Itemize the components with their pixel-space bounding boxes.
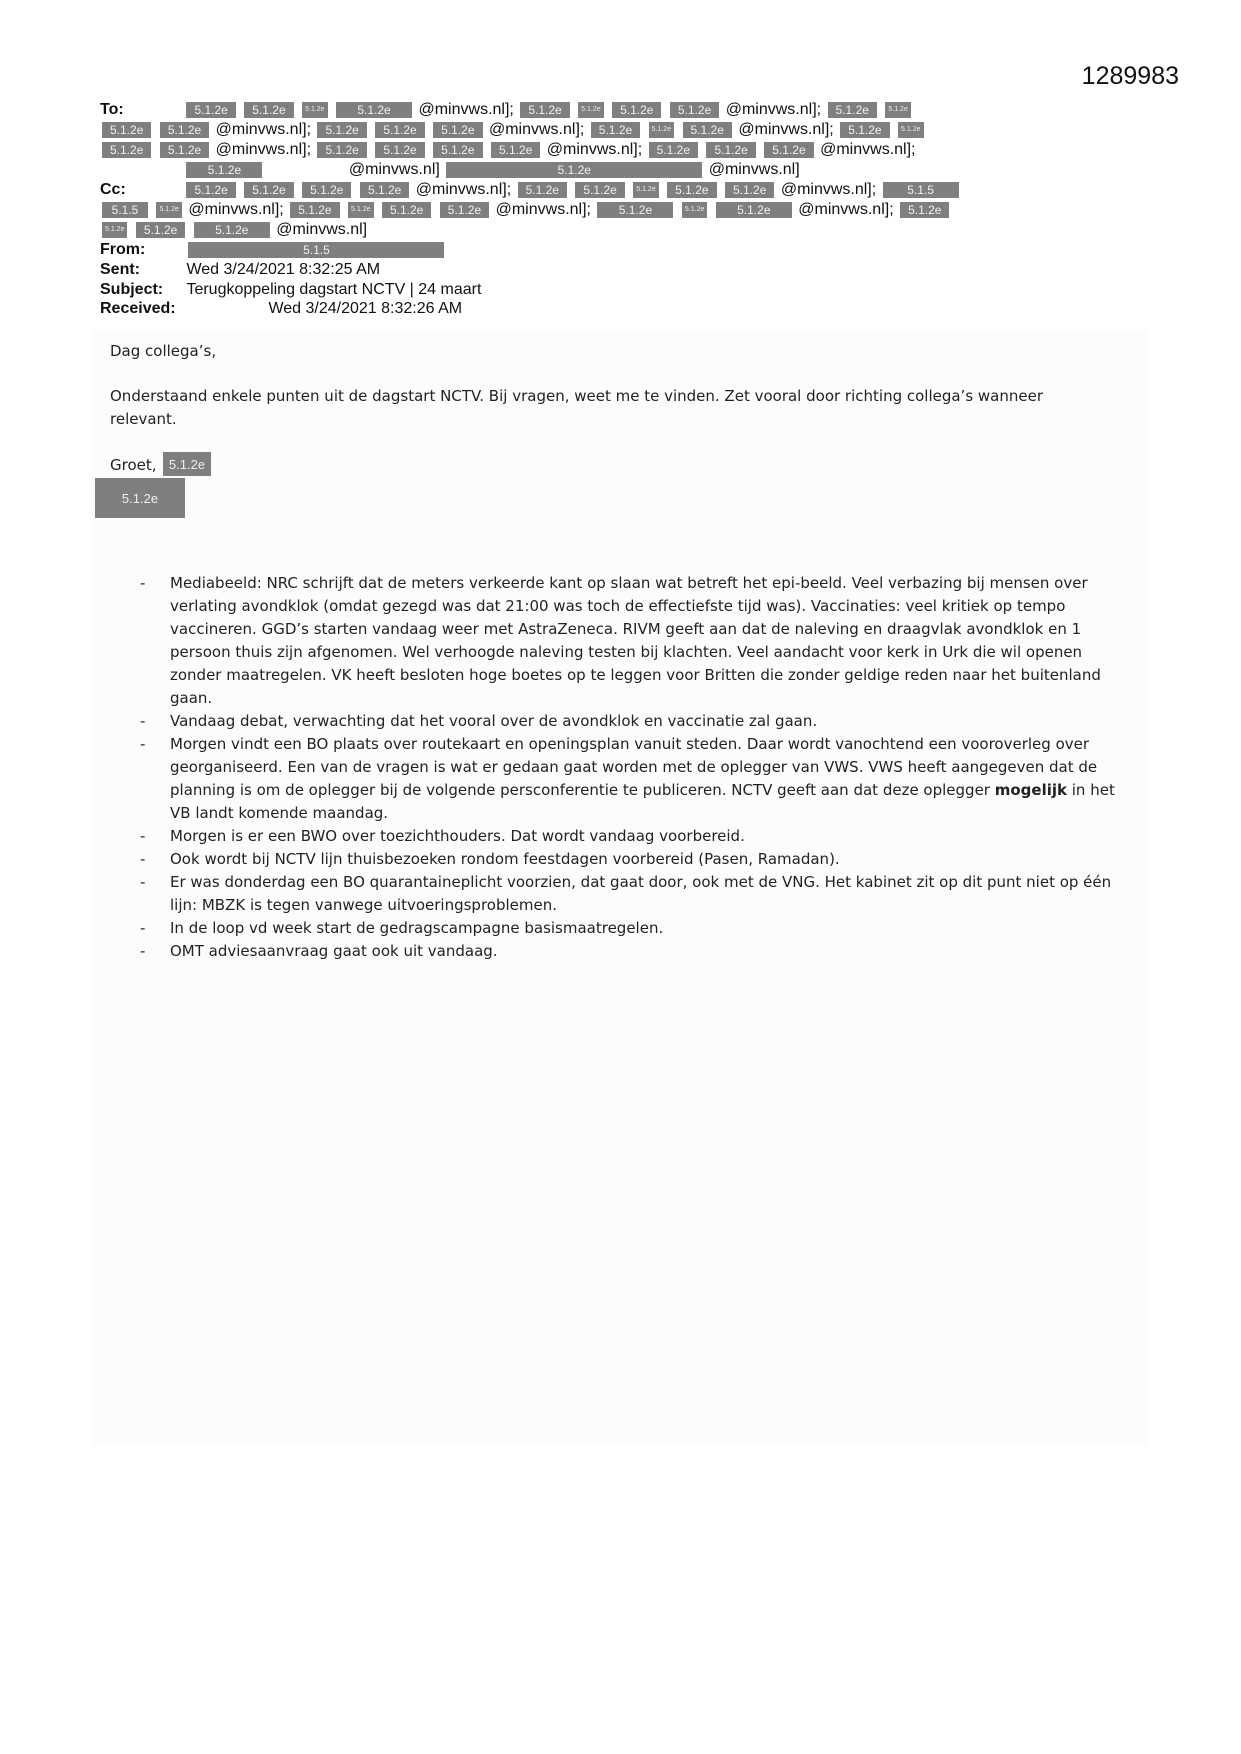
redaction: 5.1.2e xyxy=(440,202,489,218)
redaction: 5.1.2e xyxy=(102,142,151,158)
redaction: 5.1.2e xyxy=(828,102,877,118)
cc-line xyxy=(100,180,1140,200)
redaction: 5.1.2e xyxy=(375,142,424,158)
to-line xyxy=(100,100,1140,120)
redaction: 5.1.2e xyxy=(900,202,949,218)
redaction: 5.1.2e xyxy=(382,202,431,218)
sent-label: Sent: xyxy=(100,261,140,278)
signature-name-redaction: 5.1.2e xyxy=(95,478,185,518)
redaction: 5.1.2e xyxy=(683,122,732,138)
closing: Groet, xyxy=(110,456,157,474)
redaction: 5.1.2e xyxy=(194,222,270,238)
redaction: 5.1.2e xyxy=(290,202,339,218)
email-domain: @minvws.nl] xyxy=(708,161,800,178)
redaction: 5.1.2e xyxy=(716,202,792,218)
redaction: 5.1.2e xyxy=(885,102,910,118)
sent-row xyxy=(100,260,700,280)
email-domain: @minvws.nl]; xyxy=(725,101,822,118)
cc-line-3 xyxy=(100,220,1140,240)
received-label: Received: xyxy=(100,300,176,317)
list-item: - Ook wordt bij NCTV lijn thuisbezoeken rondom feestdagen voorbereid (Pasen, Ramadan). xyxy=(140,850,840,868)
email-domain: @minvws.nl]; xyxy=(488,121,585,138)
received-value: Wed 3/24/2021 8:32:26 AM xyxy=(268,300,463,317)
email-domain: @minvws.nl]; xyxy=(820,141,916,158)
redaction: 5.1.2e xyxy=(578,102,603,118)
redaction: 5.1.2e xyxy=(348,202,373,218)
from-redaction: 5.1.5 xyxy=(188,242,444,258)
to-line-2 xyxy=(100,120,1140,140)
redaction: 5.1.2e xyxy=(633,182,658,198)
redaction: 5.1.2e xyxy=(186,182,235,198)
redaction: 5.1.2e xyxy=(649,142,698,158)
email-domain: @minvws.nl]; xyxy=(798,201,894,218)
from-label: From: xyxy=(100,241,146,258)
redaction: 5.1.2e xyxy=(433,142,482,158)
sent-value: Wed 3/24/2021 8:32:25 AM xyxy=(186,261,381,278)
redaction: 5.1.2e xyxy=(667,182,716,198)
redaction: 5.1.2e xyxy=(682,202,707,218)
email-domain: @minvws.nl]; xyxy=(780,181,877,198)
redaction: 5.1.5 xyxy=(102,202,148,218)
email-domain: @minvws.nl]; xyxy=(546,141,643,158)
list-item: - Er was donderdag een BO quarantaineplicht voorzien, dat gaat door, ook met de VNG. Het kabinet zit op dit punt niet op één lijn: MBZK is tegen vanwege uitvoeringsproblemen. xyxy=(140,873,1112,914)
redaction: 5.1.2e xyxy=(520,102,569,118)
redaction: 5.1.2e xyxy=(518,182,567,198)
email-header xyxy=(100,100,1140,240)
subject-label: Subject: xyxy=(100,281,164,298)
redaction: 5.1.2e xyxy=(160,122,209,138)
list-item: - In de loop vd week start de gedragscampagne basismaatregelen. xyxy=(140,919,664,937)
to-line-3 xyxy=(100,140,1140,160)
redaction: 5.1.2e xyxy=(597,202,673,218)
document-number: 1289983 xyxy=(1081,62,1179,90)
redaction: 5.1.2e xyxy=(156,202,181,218)
email-domain: @minvws.nl]; xyxy=(495,201,591,218)
email-domain: @minvws.nl]; xyxy=(215,121,312,138)
email-domain: @minvws.nl]; xyxy=(415,181,512,198)
cc-line-2 xyxy=(100,200,1140,220)
redaction: 5.1.2e xyxy=(302,182,351,198)
to-label: To: xyxy=(100,101,124,118)
redaction: 5.1.2e xyxy=(102,222,127,238)
redaction: 5.1.2e xyxy=(186,162,262,178)
salutation: Dag collega’s, xyxy=(110,342,217,360)
redaction: 5.1.2e xyxy=(317,142,366,158)
intro-paragraph: Onderstaand enkele punten uit de dagstart NCTV. Bij vragen, weet me te vinden. Zet vooral door richting collega’s wanneer relevant. xyxy=(110,387,1044,428)
signature-redaction: 5.1.2e xyxy=(163,452,211,476)
received-row xyxy=(100,299,700,319)
email-domain: @minvws.nl] xyxy=(276,221,368,238)
redaction: 5.1.2e xyxy=(136,222,185,238)
redaction: 5.1.5 xyxy=(883,182,959,198)
redaction: 5.1.2e xyxy=(764,142,813,158)
email-domain: @minvws.nl]; xyxy=(215,141,312,158)
subject-row xyxy=(100,280,700,300)
email-domain: @minvws.nl] xyxy=(348,161,440,178)
redaction: 5.1.2e xyxy=(670,102,719,118)
list-item: - OMT adviesaanvraag gaat ook uit vandaag. xyxy=(140,942,498,960)
redaction: 5.1.2e xyxy=(898,122,923,138)
redaction: 5.1.2e xyxy=(840,122,889,138)
redaction: 5.1.2e xyxy=(725,182,774,198)
redaction: 5.1.2e xyxy=(612,102,661,118)
list-item: - Morgen is er een BWO over toezichthouders. Dat wordt vandaag voorbereid. xyxy=(140,827,745,845)
redaction: 5.1.2e xyxy=(360,182,409,198)
redaction: 5.1.2e xyxy=(591,122,640,138)
redaction: 5.1.2e xyxy=(160,142,209,158)
subject-value: Terugkoppeling dagstart NCTV | 24 maart xyxy=(186,281,482,298)
email-domain: @minvws.nl]; xyxy=(188,201,284,218)
redaction: 5.1.2e xyxy=(244,182,293,198)
redaction: 5.1.2e xyxy=(102,122,151,138)
list-item: - Vandaag debat, verwachting dat het vooral over de avondklok en vaccinatie zal gaan. xyxy=(140,712,818,730)
from-row xyxy=(100,240,700,260)
email-domain: @minvws.nl]; xyxy=(738,121,834,138)
list-item: - Mediabeeld: NRC schrijft dat de meters verkeerde kant op slaan wat betreft het epi-beeld. Veel verbazing bij mensen over verlating avondklok (omdat gezegd was dat 21:00 was toch de effectiefste tijd was). Vaccinaties: veel kritiek op tempo vaccineren. GGD’s starten vandaag weer met AstraZeneca. RIVM geeft aan dat de naleving en draagvlak avondklok en 1 persoon thuis zijn afgenomen. Wel verhoogde naleving testen bij klachten. Veel aandacht voor kerk in Urk die wil openen zonder maatregelen. VK heeft besloten hoge boetes op te leggen voor Britten die zonder geldige reden naar het buitenland gaan. xyxy=(140,574,1101,707)
to-line-4 xyxy=(100,160,1140,180)
redaction: 5.1.2e xyxy=(433,122,482,138)
bullet-list xyxy=(140,572,1130,963)
redaction: 5.1.2e xyxy=(317,122,366,138)
redaction: 5.1.2e xyxy=(375,122,424,138)
email-domain: @minvws.nl]; xyxy=(418,101,514,118)
redaction: 5.1.2e xyxy=(649,122,674,138)
redaction: 5.1.2e xyxy=(336,102,412,118)
redaction: 5.1.2e xyxy=(575,182,624,198)
redaction: 5.1.2e xyxy=(244,102,293,118)
redaction: 5.1.2e xyxy=(302,102,327,118)
cc-label: Cc: xyxy=(100,181,126,198)
redaction: 5.1.2e xyxy=(446,162,702,178)
redaction: 5.1.2e xyxy=(491,142,540,158)
redaction: 5.1.2e xyxy=(186,102,235,118)
list-item: - Morgen vindt een BO plaats over routekaart en openingsplan vanuit steden. Daar wordt vanochtend een vooroverleg over georganiseerd. Een van de vragen is wat er gedaan gaat worden met de oplegger van VWS. VWS heeft aangegeven dat de planning is om de oplegger bij de volgende persconferentie te publiceren. NCTV geeft aan dat deze oplegger mogelijk in het VB landt komende maandag. xyxy=(140,735,1115,822)
redaction: 5.1.2e xyxy=(706,142,755,158)
